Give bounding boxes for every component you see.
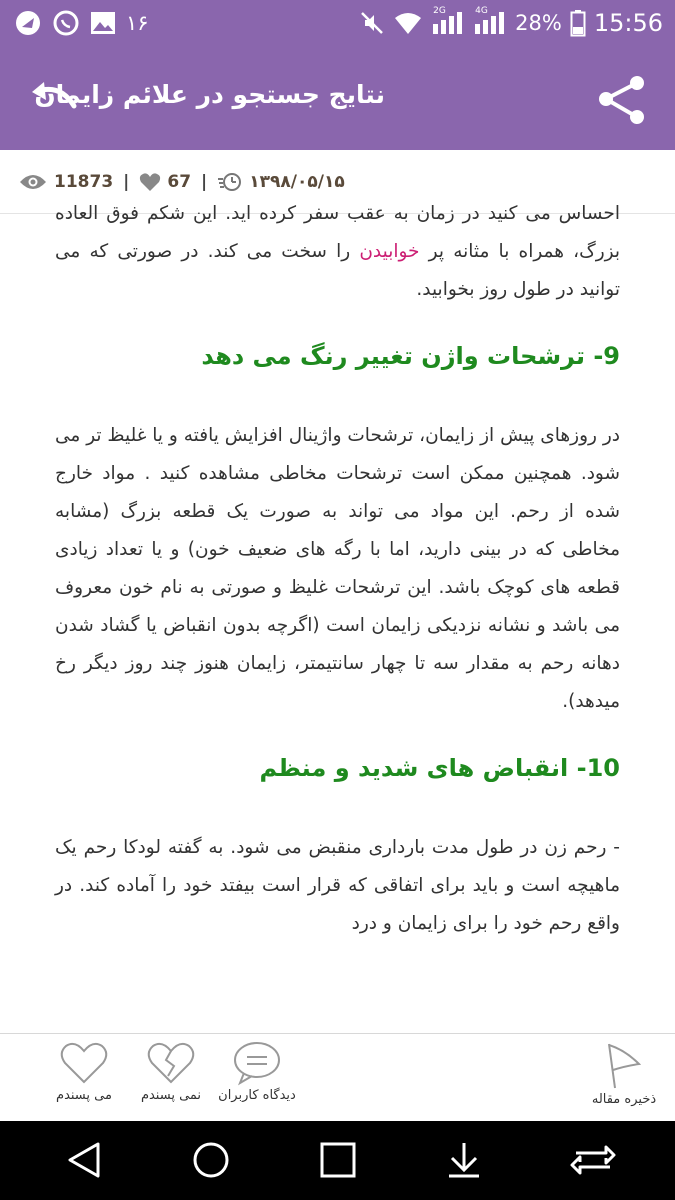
nav-switch-icon[interactable]: [570, 1141, 616, 1183]
like-button[interactable]: [34, 1040, 134, 1103]
article-action-bar: [0, 1033, 675, 1121]
dislike-button[interactable]: [121, 1040, 221, 1103]
dislike-label: نمی پسندم: [140, 1088, 202, 1103]
clock: 15:56: [593, 9, 663, 37]
section-heading-10: 10- انقباض های شدید و منظم: [259, 754, 620, 782]
network-4g-label: 4G: [475, 6, 488, 16]
save-article-button[interactable]: [574, 1040, 674, 1107]
comments-label: دیدگاه کاربران: [218, 1088, 296, 1103]
views-count: [18, 172, 113, 192]
section-heading-9: 9- ترشحات واژن تغییر رنگ می دهد: [201, 342, 620, 370]
views-value: 11873: [54, 171, 114, 192]
nav-back-icon[interactable]: [66, 1141, 102, 1183]
like-label: می پسندم: [56, 1088, 112, 1103]
date-value: ۱۳۹۸/۰۵/۱۵: [249, 171, 345, 192]
comment-bubble-icon: [232, 1040, 282, 1086]
app-bar: [0, 46, 675, 150]
share-icon[interactable]: [597, 74, 649, 130]
comments-button[interactable]: [207, 1040, 307, 1103]
page-title: نتایج جستجو در علائم زایمان: [34, 80, 385, 109]
battery-percent: 28%: [515, 11, 562, 35]
whatsapp-icon: [52, 9, 80, 37]
signal-4g-icon: [473, 6, 507, 36]
broken-heart-icon: [146, 1040, 196, 1086]
gallery-icon: [90, 11, 116, 35]
likes-count: [139, 172, 191, 192]
heart-icon: [139, 172, 161, 192]
signal-2g-icon: [431, 6, 465, 36]
paragraph-sleep: [0, 195, 675, 309]
status-bar: [0, 0, 675, 46]
mute-icon: [359, 10, 385, 36]
nav-recents-icon[interactable]: [320, 1141, 356, 1183]
eye-icon: [18, 172, 48, 192]
paragraph-discharge: در روزهای پیش از زایمان، ترشحات واژینال افزایش یافته و یا غلیظ تر می شود. همچنین ممکن است ترشحات مخاطی مشاهده کنید . مواد خارج شده از رحم. این مواد می تواند به صورت یک قطعه بزرگ (مشابه مخاطی که در بینی دارید، اما با رگه های ضعیف خون) و یا تعداد زیادی قطعه های کوچک باشد. این ترشحات غلیظ و صورتی به نام خون معروف می باشد و نشانه نزدیکی زایمان است (اگرچه بدون انقباض یا گشاد شدن دهانه رحم به مقدار سه تا چهار سانتیمتر، زایمان هنوز چند روز دیگر رخ میدهد).: [54, 425, 620, 712]
wifi-icon: [393, 10, 423, 36]
system-nav-bar: [0, 1121, 675, 1200]
sleep-link[interactable]: خوابیدن: [359, 241, 420, 262]
clock-speed-icon: [217, 171, 243, 193]
publish-date: [217, 171, 344, 193]
likes-value: 67: [167, 171, 192, 192]
heart-outline-icon: [59, 1040, 109, 1086]
divider: |: [201, 171, 208, 192]
paragraph-contractions: - رحم زن در طول مدت بارداری منقبض می شود. به گفته لودکا رحم یک ماهیچه است و باید برای اتفاقی که قرار است بیفتد خود را آماده کند. در واقع رحم خود را برای زایمان و درد: [55, 837, 620, 934]
divider: |: [123, 171, 130, 192]
paragraph-sleep-text-end: را سخت می کند. در صورتی که می توانید در طول روز بخوابید.: [55, 241, 620, 300]
notification-count: ۱۶: [126, 11, 149, 35]
paragraph-sleep-line0: احساس می کنید در زمان به عقب سفر کرده اید. این شکم: [146, 203, 620, 224]
network-2g-label: 2G: [433, 6, 446, 16]
flag-icon: [599, 1040, 649, 1090]
save-label: ذخیره مقاله: [591, 1092, 657, 1107]
nav-download-icon[interactable]: [446, 1141, 482, 1183]
app-notification-icon: [14, 9, 42, 37]
battery-icon: [570, 9, 586, 37]
nav-home-icon[interactable]: [192, 1141, 230, 1183]
paragraph-sleep-text: فوق العاده بزرگ، همراه با مثانه پر: [55, 203, 620, 262]
article-body: [0, 203, 675, 1033]
